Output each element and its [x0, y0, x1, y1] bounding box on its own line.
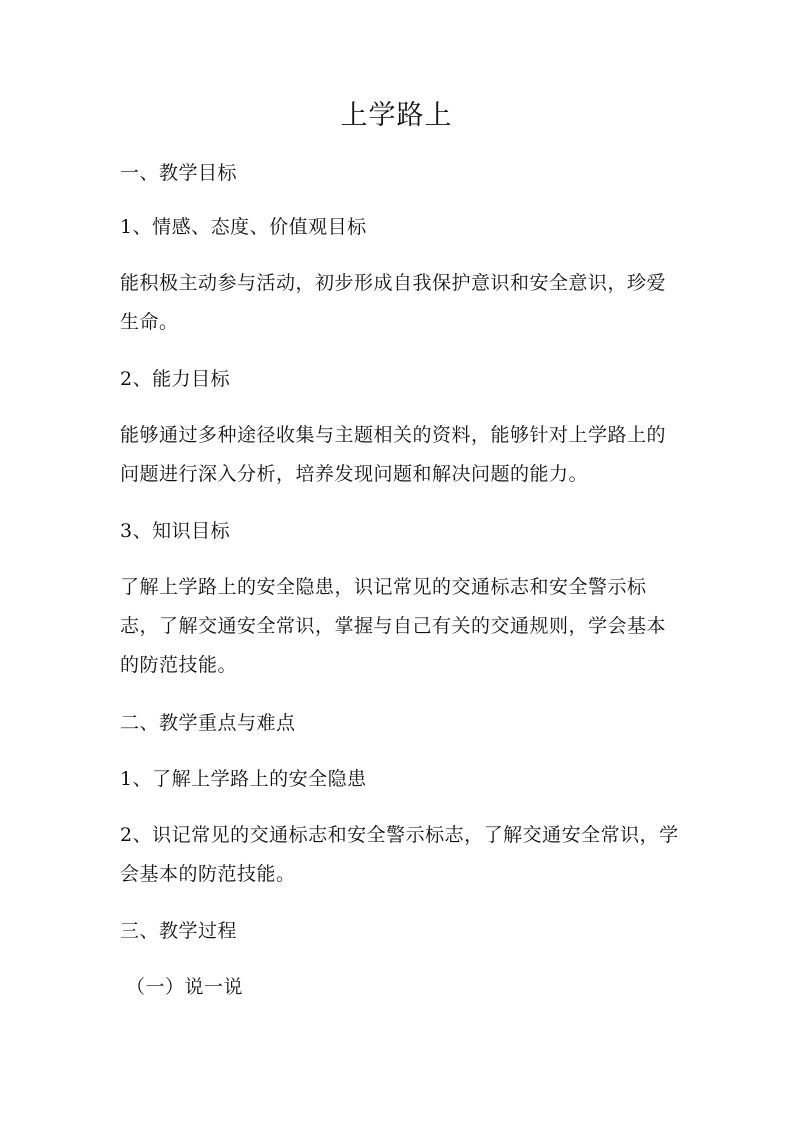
subheading-emotion-goals: 1、情感、态度、价值观目标: [120, 216, 367, 238]
section-heading-teaching-goals: 一、教学目标: [120, 162, 238, 184]
list-item-key-point-1: 1、了解上学路上的安全隐患: [120, 768, 367, 790]
subheading-knowledge-goals: 3、知识目标: [120, 520, 231, 542]
list-item-key-point-2: 2、识记常见的交通标志和安全警示标志，了解交通安全常识，学会基本的防范技能。: [120, 824, 679, 885]
section-heading-key-points: 二、教学重点与难点: [120, 712, 296, 734]
subheading-ability-goals: 2、能力目标: [120, 368, 231, 390]
paragraph-emotion-goals: 能积极主动参与活动，初步形成自我保护意识和安全意识，珍爱生命。: [120, 272, 667, 333]
paragraph-knowledge-goals: 了解上学路上的安全隐患，识记常见的交通标志和安全警示标志，了解交通安全常识，掌握与自己有关的交通规则，学会基本的防范技能。: [120, 576, 667, 676]
document-title: 上学路上: [340, 100, 453, 131]
subheading-talk-about-it: （一）说一说: [126, 976, 244, 998]
section-heading-teaching-process: 三、教学过程: [120, 920, 238, 942]
paragraph-ability-goals: 能够通过多种途径收集与主题相关的资料，能够针对上学路上的问题进行深入分析，培养发现问题和解决问题的能力。: [120, 424, 667, 485]
